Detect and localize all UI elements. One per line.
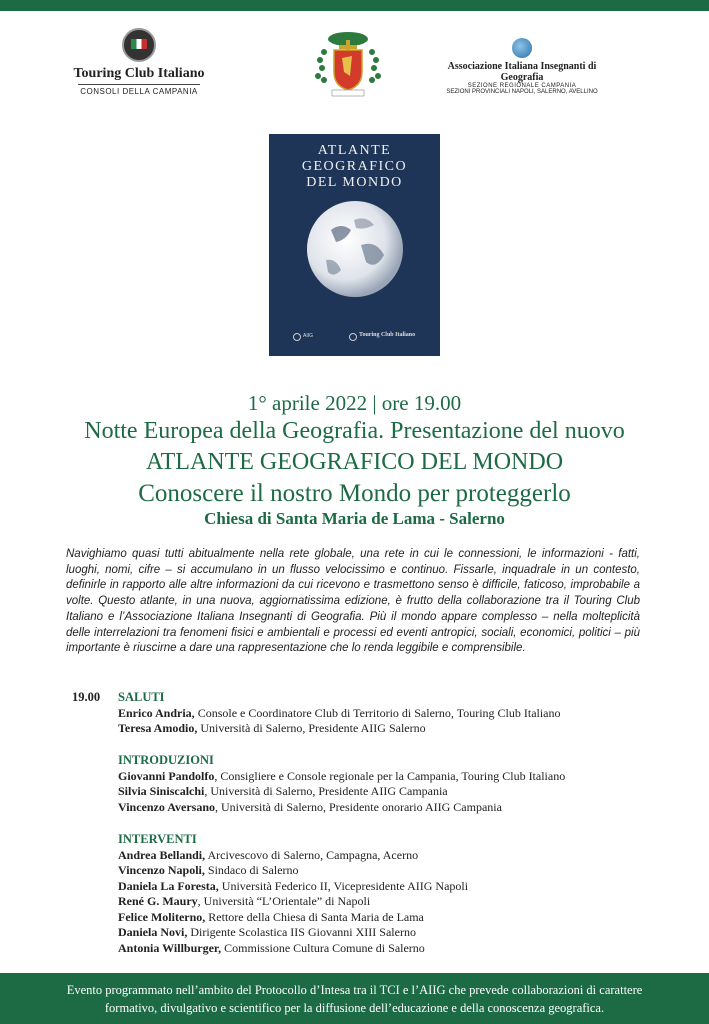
speaker-row xyxy=(118,784,658,800)
speaker-role: Rettore della Chiesa di Santa Maria de Lama xyxy=(205,909,424,924)
speaker-role: , Consigliere e Console regionale per la Campania, Touring Club Italiano xyxy=(214,768,566,783)
speaker-role: Dirigente Scolastica IIS Giovanni XIII Salerno xyxy=(187,925,416,939)
speaker-name: René G. Maury xyxy=(118,894,198,908)
speaker-row xyxy=(118,925,658,941)
speaker-row xyxy=(118,800,658,816)
speaker-name: Silvia Siniscalchi xyxy=(118,784,205,798)
speaker-name: Enrico Andria, xyxy=(118,705,195,720)
aiig-subtitle-1: SEZIONE REGIONALE CAMPANIA xyxy=(467,83,577,89)
tci-subtitle: CONSOLI DELLA CAMPANIA xyxy=(78,84,200,96)
speaker-row xyxy=(118,863,658,879)
speaker-row xyxy=(118,721,658,737)
aiig-name: Associazione Italiana Insegnanti di Geografia xyxy=(447,61,597,83)
section-title: INTRODUZIONI xyxy=(118,753,214,767)
speaker-role: Sindaco di Salerno xyxy=(204,863,299,877)
speaker-row xyxy=(118,706,658,722)
tci-logo xyxy=(60,28,218,96)
cover-aiig-label: AIIG xyxy=(303,333,314,339)
aiig-mini-icon xyxy=(293,333,301,341)
speaker-name: Daniela Novi, xyxy=(118,925,188,939)
earth-globe-icon xyxy=(306,200,404,298)
section-introduzioni xyxy=(118,753,658,815)
section-title: SALUTI xyxy=(118,690,165,704)
atlas-cover-image xyxy=(269,134,440,356)
cover-title: ATLANTE GEOGRAFICO DEL MONDO xyxy=(301,143,408,190)
tci-name: Touring Club Italiano xyxy=(73,66,205,81)
section-saluti xyxy=(118,690,658,737)
speaker-row xyxy=(118,941,658,957)
section-title: INTERVENTI xyxy=(118,832,197,846)
event-location: Chiesa di Santa Maria de Lama - Salerno xyxy=(204,509,505,528)
speaker-row xyxy=(118,910,658,926)
speaker-name: Vincenzo Napoli, xyxy=(118,863,205,877)
top-bar xyxy=(0,0,709,11)
speaker-role: , Università di Salerno, Presidente onorario AIIG Campania xyxy=(215,799,502,814)
speaker-role: Università Federico II, Vicepresidente AIIG Napoli xyxy=(218,878,469,893)
speaker-role: Commissione Cultura Comune di Salerno xyxy=(221,940,425,955)
speaker-row xyxy=(118,879,658,895)
speaker-role: Console e Coordinatore Club di Territorio di Salerno, Touring Club Italiano xyxy=(194,705,561,720)
speaker-name: Andrea Bellandi, xyxy=(118,847,206,862)
speaker-name: Vincenzo Aversano xyxy=(118,799,215,814)
section-interventi xyxy=(118,832,658,956)
footer-banner xyxy=(0,973,709,1024)
speaker-name: Daniela La Foresta, xyxy=(118,878,219,893)
event-subtitle: Conoscere il nostro Mondo per proteggerlo xyxy=(138,480,571,507)
speaker-row xyxy=(118,848,658,864)
program-time: 19.00 xyxy=(72,690,101,704)
tci-emblem-icon xyxy=(122,28,156,62)
speaker-name: Felice Moliterno, xyxy=(118,909,206,924)
intro-paragraph: Navighiamo quasi tutti abitualmente nella rete globale, una rete in cui le connessioni, le informazioni - fatti, luoghi, nomi, cifre – si accumulano in un flusso velocissimo e continuo. Fissarle, inquadrale in un contesto, definirle in rapporto alle altre informazioni da cui ricevono e trasmettono senso è difficile, faticoso, improbabile a volte. Questo atlante, in una nuova, aggiornatissima edizione, è frutto della collaborazione tra il Touring Club Italiano e l’Associazione Italiana Insegnanti di Geografia. Più il mondo appare complesso – nella molteplicità delle interrelazioni tra fenomeni fisici e ambientali e processi ed eventi antropici, sociali, economici, politici – più importante è riuscirne a dare una rappresentazione che lo renda leggibile e comprensibile. xyxy=(66,548,640,655)
aiig-globe-icon xyxy=(512,38,532,58)
speaker-name: Giovanni Pandolfo xyxy=(118,768,215,783)
aiig-subtitle-2: SEZIONI PROVINCIALI NAPOLI, SALERNO, AVELLINO xyxy=(446,89,598,95)
speaker-name: Teresa Amodio, xyxy=(118,721,198,735)
aiig-logo xyxy=(430,38,614,95)
speaker-role: Arcivescovo di Salerno, Campagna, Acerno xyxy=(205,847,419,862)
tci-mini-icon xyxy=(349,333,357,341)
event-title-line-1: Notte Europea della Geografia. Presentazione del nuovo xyxy=(84,418,625,444)
speaker-row xyxy=(118,894,658,910)
speaker-role: Università di Salerno, Presidente AIIG Salerno xyxy=(197,721,426,735)
speaker-name: Antonia Willburger, xyxy=(118,940,222,955)
speaker-row xyxy=(118,769,658,785)
cover-tci-label: Touring Club Italiano xyxy=(359,332,416,338)
footer-line-1: Evento programmato nell’ambito del Protocollo d’Intesa tra il TCI e l’AIIG che prevede collaborazioni di carattere xyxy=(66,983,643,997)
footer-line-2: formativo, divulgativo e scientifico per la diffusione dell’educazione e della conoscenza geografica. xyxy=(104,1001,605,1015)
speaker-role: , Università di Salerno, Presidente AIIG Campania xyxy=(204,784,448,798)
event-date: 1° aprile 2022 | ore 19.00 xyxy=(247,391,462,415)
archbishop-crest-icon xyxy=(312,28,384,100)
event-title-line-2: ATLANTE GEOGRAFICO DEL MONDO xyxy=(145,449,564,475)
speaker-role: , Università “L’Orientale” di Napoli xyxy=(197,894,371,908)
